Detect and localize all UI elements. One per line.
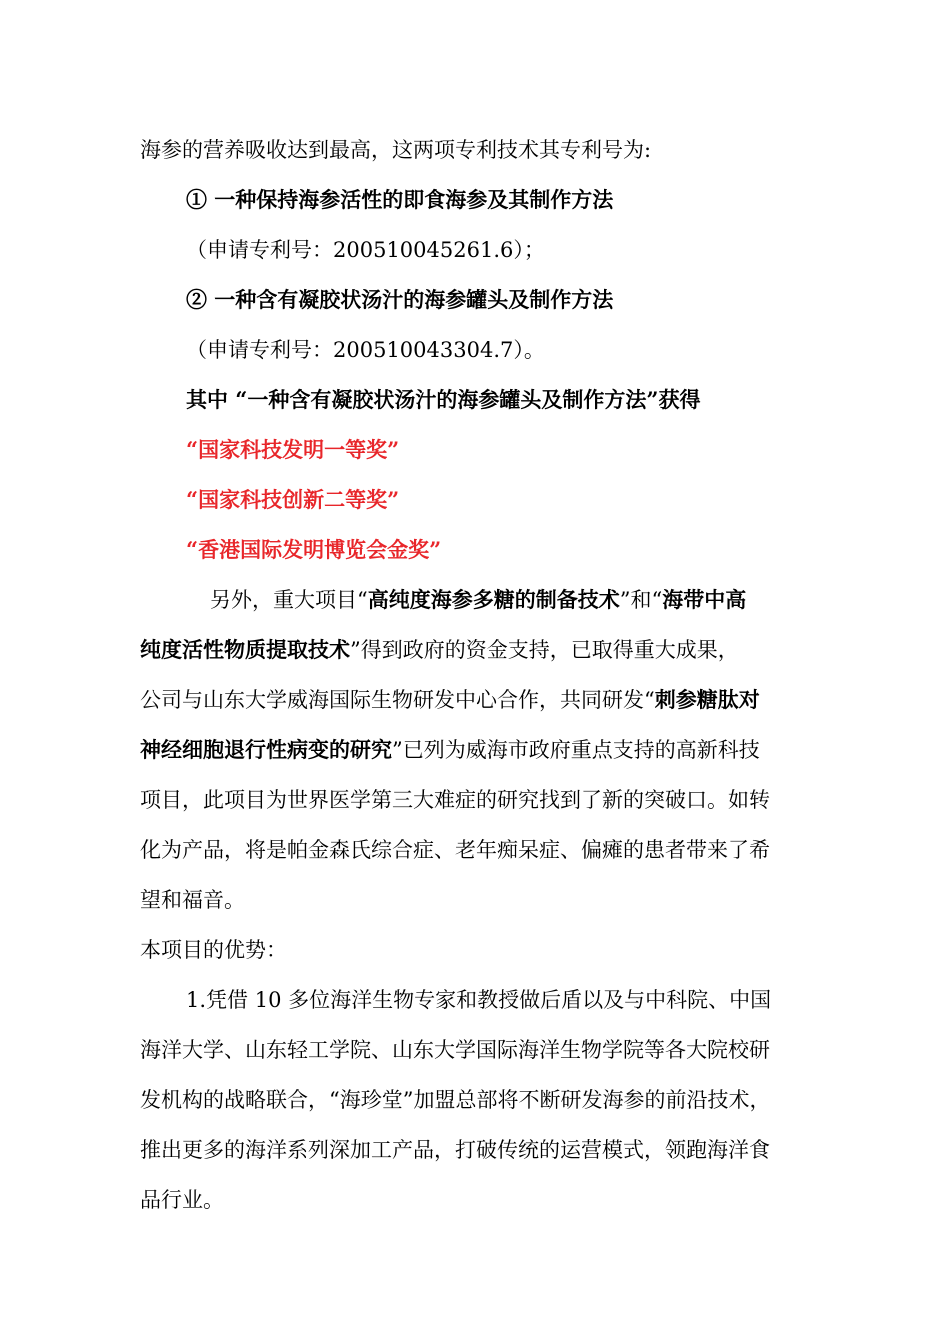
project-name: 高纯度海参多糖的制备技术 [367, 587, 620, 612]
paragraph-line [140, 685, 760, 715]
patent-item-1: ① 一种保持海参活性的即食海参及其制作方法 [186, 187, 614, 212]
project-name: 海带中高 [662, 587, 747, 612]
award-1: “国家科技发明一等奖” [186, 437, 400, 462]
project-name: 神经细胞退行性病变的研究 [140, 737, 392, 762]
paragraph-line: 1.凭借 10 多位海洋生物专家和教授做后盾以及与中科院、中国 [186, 988, 772, 1012]
project-name: 纯度活性物质提取技术 [140, 637, 350, 662]
paragraph-line: 推出更多的海洋系列深加工产品，打破传统的运营模式，领跑海洋食 [140, 1138, 770, 1162]
paragraph-line: 海洋大学、山东轻工学院、山东大学国际海洋生物学院等各大院校研 [140, 1038, 770, 1062]
paragraph-line: 海参的营养吸收达到最高，这两项专利技术其专利号为: [140, 138, 652, 162]
paragraph-line [140, 635, 739, 665]
award-intro: 其中 “一种含有凝胶状汤汁的海参罐头及制作方法”获得 [186, 387, 701, 412]
paragraph-line: 望和福音。 [140, 888, 245, 912]
project-name: 刺参糖肽对 [654, 687, 760, 712]
patent-number-1: （申请专利号：200510045261.6）； [186, 238, 545, 262]
text-run: 公司与山东大学威海国际生物研发中心合作，共同研发“ [140, 688, 655, 712]
text-run: ”和“ [619, 588, 663, 612]
patent-item-2: ② 一种含有凝胶状汤汁的海参罐头及制作方法 [186, 287, 614, 312]
paragraph-line: 化为产品，将是帕金森氏综合症、老年痴呆症、偏瘫的患者带来了希 [140, 838, 770, 862]
section-heading: 本项目的优势： [140, 938, 287, 962]
paragraph-line [210, 585, 746, 615]
paragraph-line: 发机构的战略联合，“海珍堂”加盟总部将不断研发海参的前沿技术， [140, 1088, 771, 1112]
paragraph-line: 品行业。 [140, 1188, 224, 1212]
text-run: ”已列为威海市政府重点支持的高新科技 [392, 738, 760, 762]
paragraph-line [140, 735, 760, 765]
award-2: “国家科技创新二等奖” [186, 487, 400, 512]
award-3: “香港国际发明博览会金奖” [186, 537, 442, 562]
patent-number-2: （申请专利号：200510043304.7）。 [186, 338, 545, 362]
paragraph-line: 项目，此项目为世界医学第三大难症的研究找到了新的突破口。如转 [140, 788, 770, 812]
text-run: 另外，重大项目“ [210, 588, 368, 612]
text-run: ”得到政府的资金支持，已取得重大成果， [350, 638, 739, 662]
